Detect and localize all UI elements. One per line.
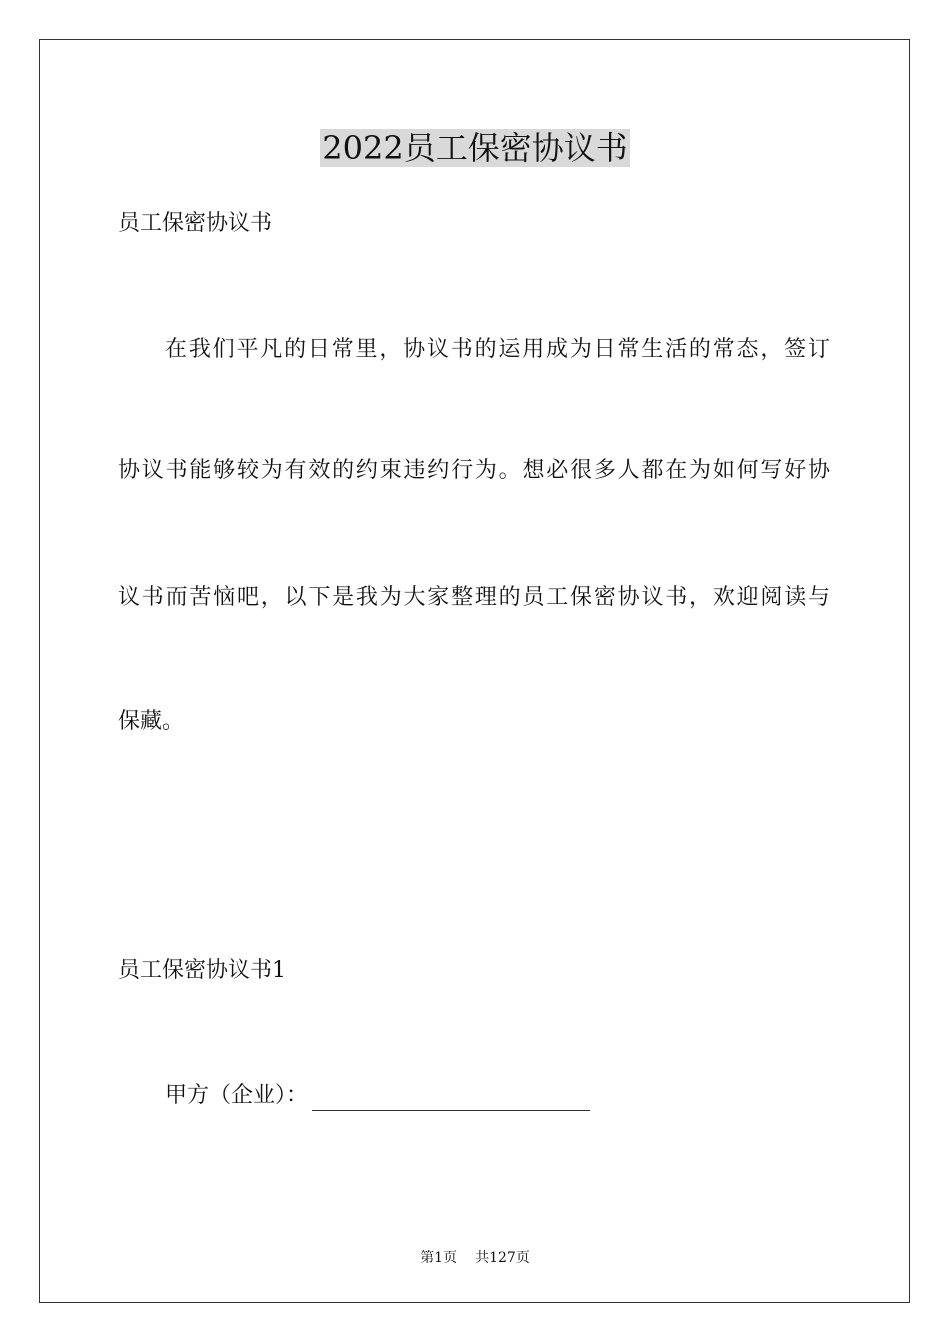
page-number-current: 第1页: [420, 1250, 458, 1266]
page-number-total: 共127页: [475, 1250, 530, 1266]
document-title-text: 2022员工保密协议书: [322, 129, 628, 167]
party-a-blank-line: [312, 1090, 590, 1111]
intro-line-1: 在我们平凡的日常里，协议书的运用成为日常生活的常态，签订: [165, 337, 830, 362]
intro-line-4: 保藏。: [118, 709, 185, 734]
intro-line-3: 议书而苦恼吧，以下是我为大家整理的员工保密协议书，欢迎阅读与: [118, 585, 830, 610]
page-footer: [0, 1249, 950, 1267]
section-heading: 员工保密协议书1: [118, 958, 286, 983]
document-title: [0, 128, 950, 168]
document-subtitle: 员工保密协议书: [118, 211, 273, 236]
party-a-label: 甲方（企业）：: [165, 1083, 309, 1108]
intro-line-2: 协议书能够较为有效的约束违约行为。想必很多人都在为如何写好协: [118, 458, 830, 483]
party-a-field: [165, 1081, 590, 1111]
